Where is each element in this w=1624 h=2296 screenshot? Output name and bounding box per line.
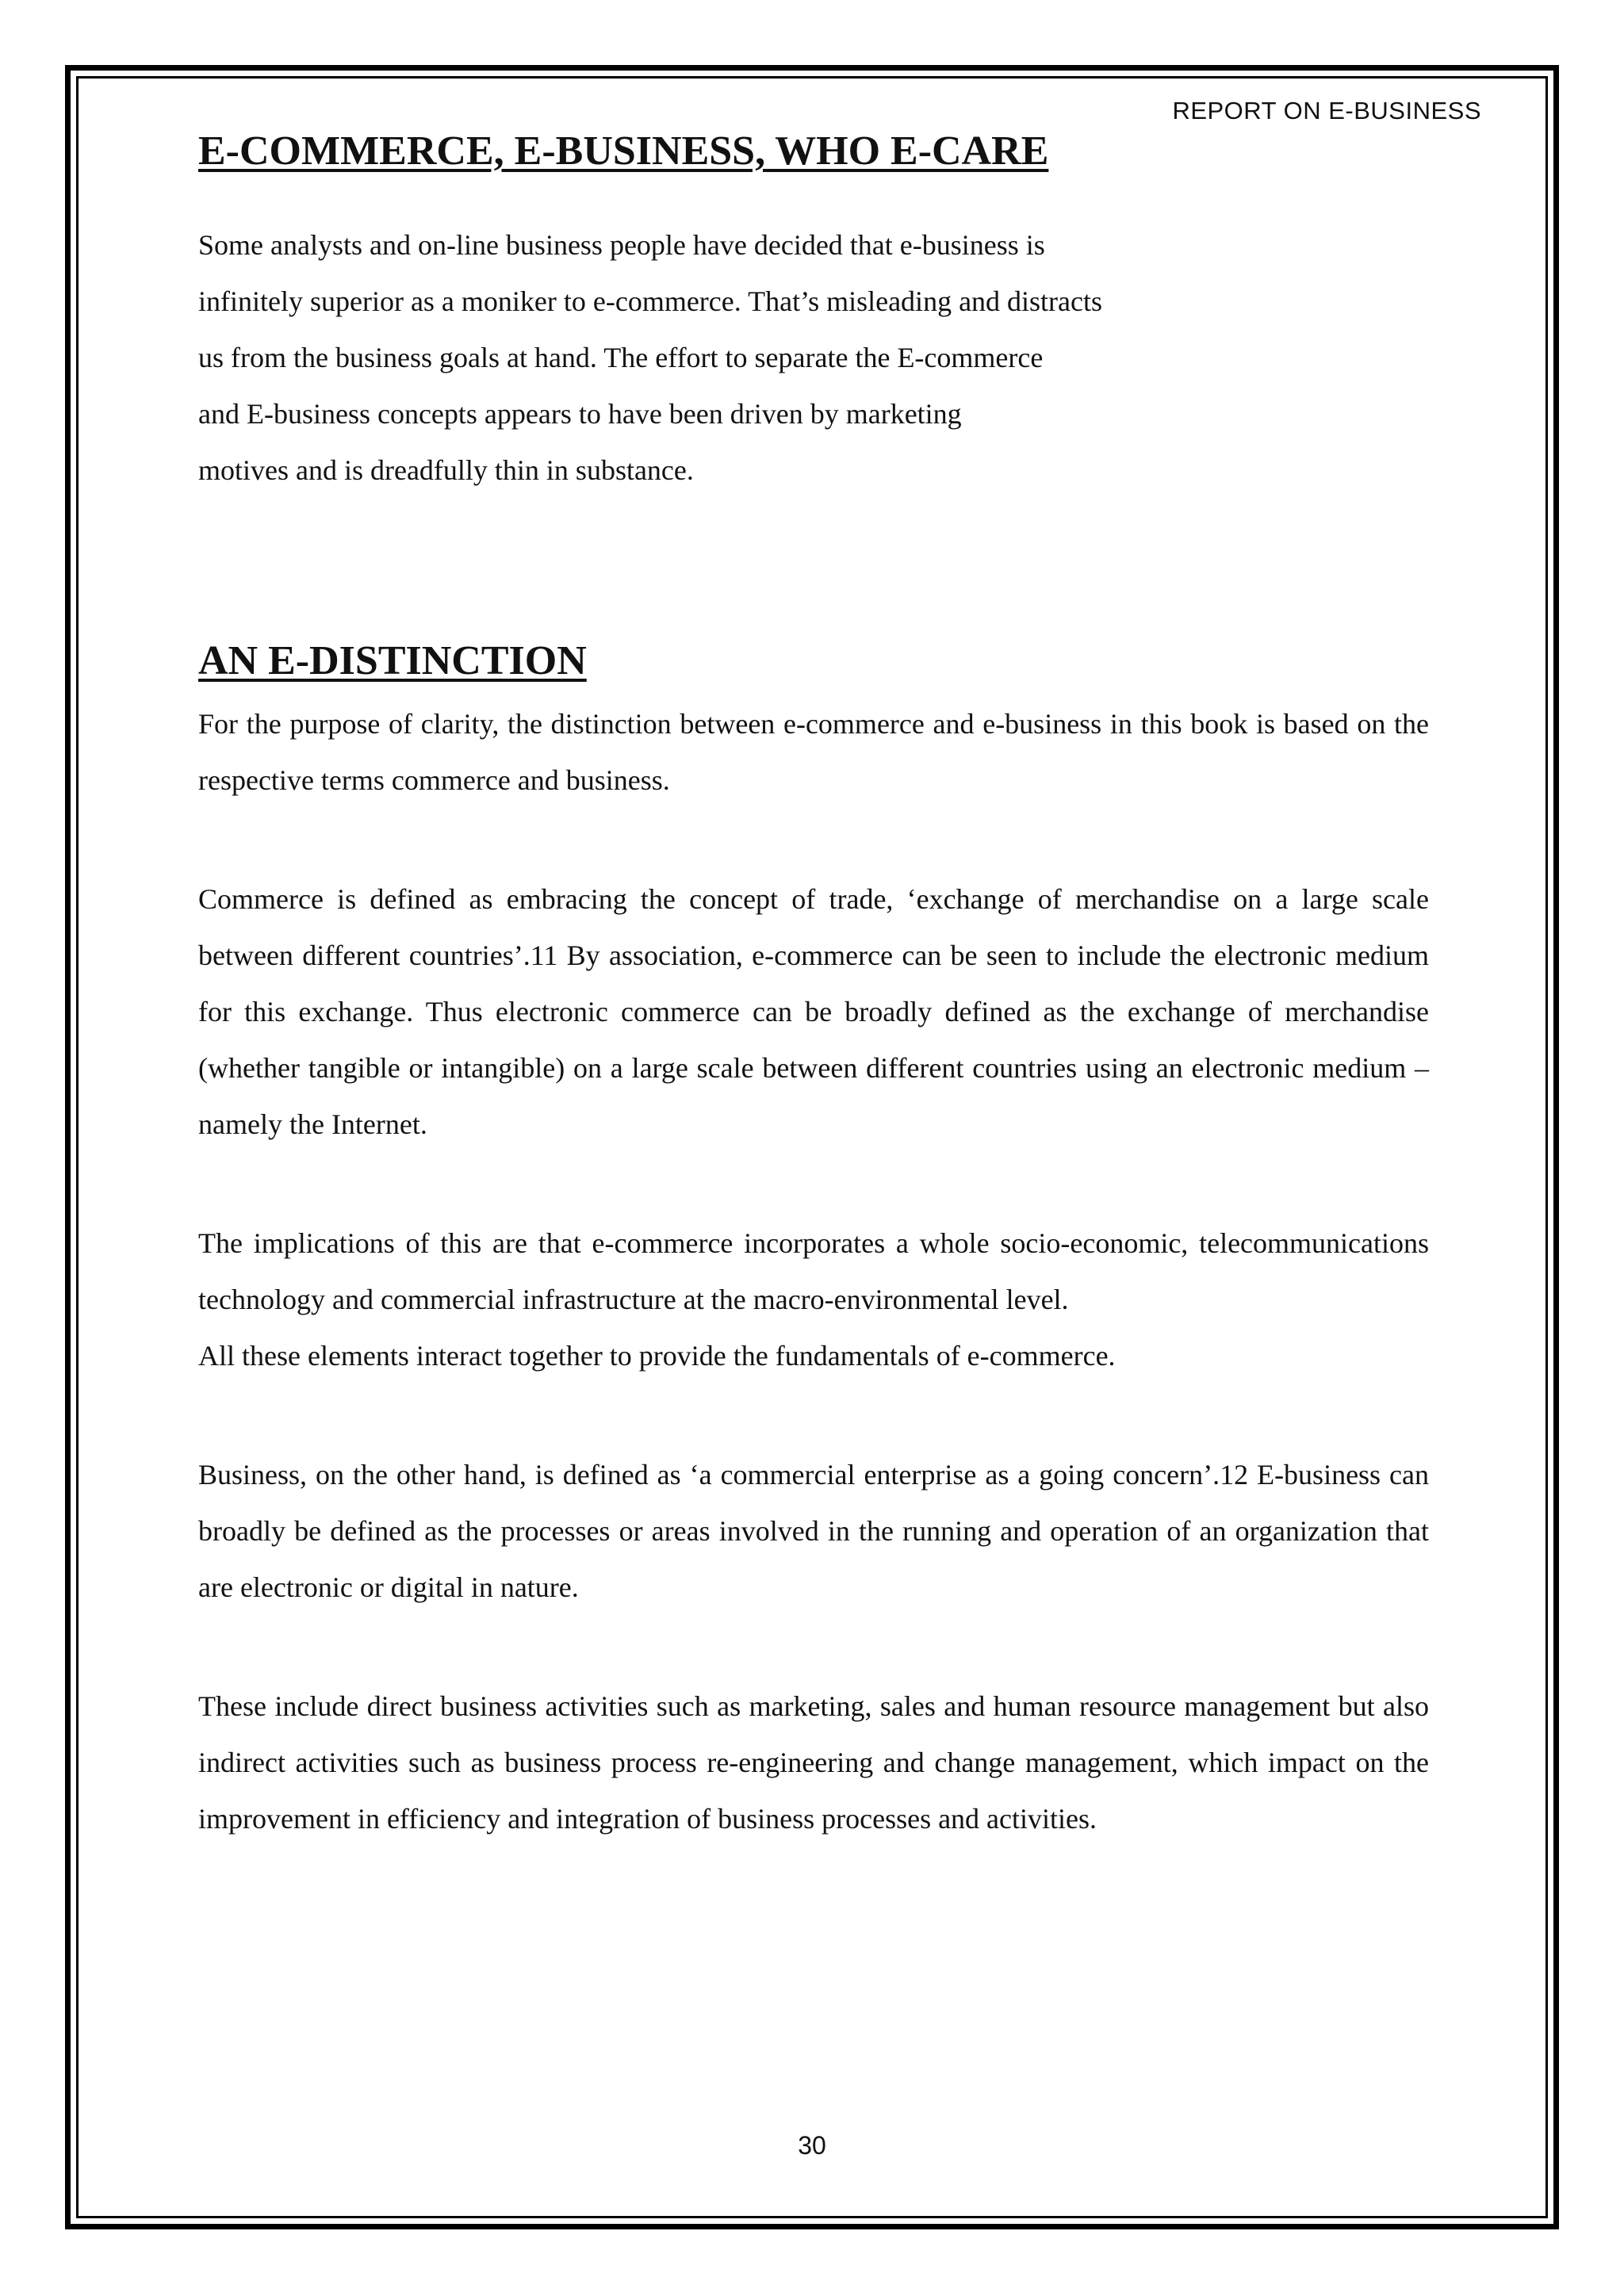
paragraph-business-definition: Business, on the other hand, is defined as ‘a commercial enterprise as a going concern’.12 E-business can broadly be defined as the processes or areas involved in the running and operation of an organization that are electronic or digital in nature. [198,1458,1429,1603]
intro-paragraph [198,217,1429,499]
paragraph-commerce-definition: Commerce is defined as embracing the concept of trade, ‘exchange of merchandise on a large scale between different countries’.11 By association, e-commerce can be seen to include the electronic medium for this exchange. Thus electronic commerce can be broadly defined as the exchange of merchandise (whether tangible or intangible) on a large scale between different countries using an electronic medium – namely the Internet. [198,882,1429,1140]
section-heading-edistinction: AN E-DISTINCTION [198,638,587,684]
intro-line: infinitely superior as a moniker to e-commerce. That’s misleading and distracts [198,285,1103,318]
intro-line: Some analysts and on-line business people have decided that e-business is [198,229,1045,262]
page-number: 30 [798,2131,826,2160]
page-content [198,127,1429,1847]
intro-line: us from the business goals at hand. The effort to separate the E-commerce [198,342,1044,374]
section-heading-ecommerce: E-COMMERCE, E-BUSINESS, WHO E-CARE [198,128,1049,174]
intro-line: and E-business concepts appears to have been driven by marketing [198,398,962,430]
paragraph-fundamentals: All these elements interact together to provide the fundamentals of e-commerce. [198,1339,1116,1372]
intro-line: motives and is dreadfully thin in substance. [198,454,694,487]
paragraph-implications: The implications of this are that e-commerce incorporates a whole socio-economic, telecommunications technology and commercial infrastructure at the macro-environmental level. [198,1226,1429,1315]
running-header: REPORT ON E-BUSINESS [1172,97,1481,124]
paragraph-business-activities: These include direct business activities such as marketing, sales and human resource management but also indirect activities such as business process re-engineering and change management, which impact on the improvement in efficiency and integration of business processes and activities. [198,1689,1429,1835]
paragraph-clarity: For the purpose of clarity, the distinction between e-commerce and e-business in this book is based on the respective terms commerce and business. [198,707,1429,796]
